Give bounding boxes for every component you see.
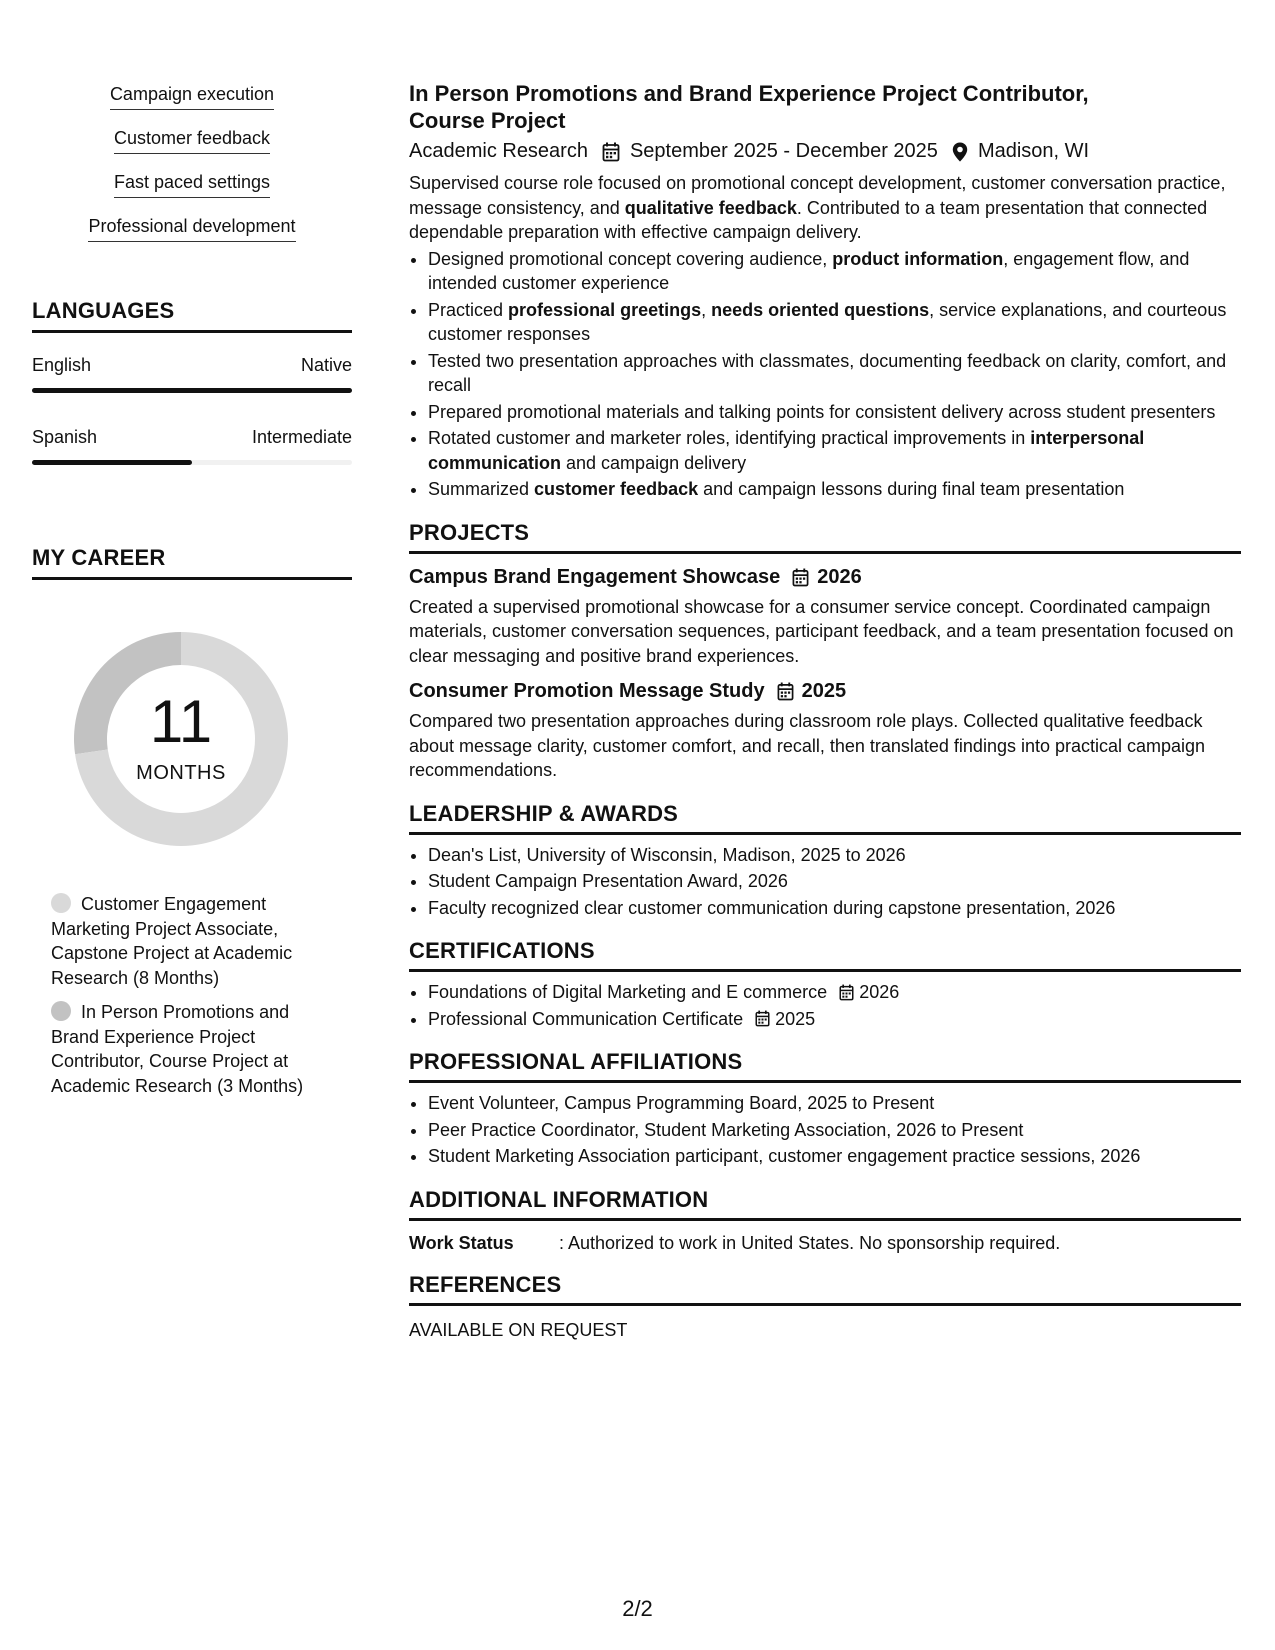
certifications-heading: CERTIFICATIONS bbox=[409, 938, 1241, 972]
career-item bbox=[51, 1000, 321, 1098]
bold-text: needs oriented questions bbox=[711, 299, 930, 320]
experience-bullets bbox=[409, 247, 1241, 502]
certification-item bbox=[428, 980, 1241, 1005]
career-donut-chart bbox=[66, 624, 296, 854]
project-year: 2026 bbox=[817, 565, 862, 588]
career-item-text: Customer Engagement Marketing Project Associate, Capstone Project at Academic Research (8 Months) bbox=[51, 894, 293, 988]
skill-item: Professional development bbox=[88, 216, 295, 242]
project-description: Created a supervised promotional showcase for a consumer service concept. Coordinated campaign materials, customer conversation sequences, participant feedback, and a team presentation focused on clear messaging and positive brand experiences. bbox=[409, 596, 1234, 666]
language-level: Intermediate bbox=[251, 427, 352, 447]
skills-list bbox=[32, 84, 352, 260]
skill-item: Campaign execution bbox=[110, 84, 274, 110]
career-total-number: 11 bbox=[149, 688, 213, 755]
projects-heading: PROJECTS bbox=[409, 520, 1241, 554]
career-list bbox=[51, 892, 321, 1098]
bold-text: qualitative feedback bbox=[624, 197, 797, 218]
certification-item bbox=[428, 1007, 1241, 1032]
map-pin-icon bbox=[952, 142, 968, 162]
project-year: 2025 bbox=[801, 680, 847, 702]
text-run: Practiced bbox=[428, 299, 509, 320]
text-run: and campaign delivery bbox=[561, 452, 747, 473]
leadership-item: • Student Campaign Presentation Award, 2026 bbox=[428, 869, 1241, 894]
experience-org: Academic Research bbox=[409, 140, 588, 162]
experience-bullet bbox=[428, 477, 1241, 502]
affiliation-item: • Student Marketing Association participant, customer engagement practice sessions, 2026 bbox=[428, 1144, 1241, 1169]
experience-bullet bbox=[428, 298, 1241, 347]
project-title-row bbox=[409, 680, 1241, 703]
text-run: Supervised course role focused on promotional concept development, customer conversation practice, message consistency, and bbox=[409, 173, 1226, 218]
work-status-row bbox=[409, 1233, 1241, 1254]
language-bar bbox=[32, 388, 352, 393]
language-row bbox=[32, 427, 352, 448]
experience-title: In Person Promotions and Brand Experience Project Contributor, Course Project bbox=[409, 81, 1089, 133]
career-legend-dot bbox=[51, 1001, 71, 1021]
language-name: English bbox=[32, 355, 92, 375]
work-status-label: Work Status bbox=[409, 1232, 514, 1253]
left-column bbox=[32, 84, 352, 1108]
project-description: Compared two presentation approaches during classroom role plays. Collected qualitative feedback about message clarity, customer comfort, and recall, then translated findings into practical campaign recommendations. bbox=[409, 711, 1206, 780]
experience-summary bbox=[409, 171, 1241, 245]
career-item bbox=[51, 892, 321, 990]
references-heading: REFERENCES bbox=[409, 1272, 1241, 1306]
language-bar-fill bbox=[32, 460, 192, 465]
skill-item: Customer feedback bbox=[114, 128, 270, 154]
language-bar bbox=[32, 460, 352, 465]
certification-year: 2025 bbox=[775, 1008, 816, 1029]
calendar-icon bbox=[839, 984, 854, 1001]
text-run: Rotated customer and marketer roles, identifying practical improvements in bbox=[428, 428, 1031, 448]
calendar-icon bbox=[602, 142, 620, 162]
project-title-row bbox=[409, 566, 1241, 589]
calendar-icon bbox=[755, 1010, 770, 1027]
additional-heading: ADDITIONAL INFORMATION bbox=[409, 1187, 1241, 1221]
text-run: , service explanations, and courteous customer responses bbox=[428, 299, 1227, 344]
certification-name: • Foundations of Digital Marketing and E commerce bbox=[428, 982, 828, 1002]
text-run: Tested two presentation approaches with classmates, documenting feedback on clarity, comfort, and recall bbox=[428, 350, 1227, 395]
languages-section bbox=[32, 298, 352, 465]
bold-text: interpersonal communication bbox=[428, 428, 1145, 473]
leadership-list bbox=[409, 843, 1241, 921]
language-row bbox=[32, 355, 352, 376]
calendar-icon bbox=[792, 568, 809, 587]
career-section bbox=[32, 545, 352, 1098]
experience-bullet bbox=[428, 247, 1241, 296]
experience-location: Madison, WI bbox=[977, 140, 1090, 162]
experience-bullet bbox=[428, 349, 1241, 398]
experience-dates: September 2025 - December 2025 bbox=[629, 140, 938, 162]
leadership-item: • Dean's List, University of Wisconsin, Madison, 2025 to 2026 bbox=[428, 843, 1241, 868]
text-run: . Contributed to a team presentation that connected dependable preparation with effective campaign delivery. bbox=[409, 197, 1208, 242]
page-number: 2/2 bbox=[622, 1596, 653, 1621]
leadership-item: • Faculty recognized clear customer communication during capstone presentation, 2026 bbox=[428, 896, 1241, 921]
certification-year: 2026 bbox=[859, 982, 900, 1002]
bold-text: professional greetings bbox=[508, 299, 702, 320]
career-total-unit: MONTHS bbox=[136, 762, 226, 784]
project-item bbox=[409, 680, 1241, 783]
text-run: and campaign lessons during final team presentation bbox=[698, 479, 1125, 499]
experience-bullet bbox=[428, 426, 1241, 475]
references-text: AVAILABLE ON REQUEST bbox=[409, 1319, 628, 1340]
bold-text: product information bbox=[832, 248, 1004, 269]
certifications-list bbox=[409, 980, 1241, 1031]
certification-name: • Professional Communication Certificate bbox=[428, 1008, 744, 1029]
language-bar-fill bbox=[32, 388, 352, 393]
leadership-heading: LEADERSHIP & AWARDS bbox=[409, 801, 1241, 835]
right-column bbox=[409, 80, 1241, 1341]
project-item bbox=[409, 566, 1241, 669]
text-run: Summarized bbox=[428, 479, 535, 499]
text-run: , bbox=[701, 299, 712, 320]
bold-text: customer feedback bbox=[534, 479, 699, 499]
text-run: , engagement flow, and intended customer experience bbox=[428, 248, 1190, 293]
experience-bullet bbox=[428, 400, 1241, 425]
language-name: Spanish bbox=[32, 427, 98, 447]
project-title: Campus Brand Engagement Showcase bbox=[409, 565, 781, 588]
calendar-icon bbox=[777, 682, 794, 701]
project-title: Consumer Promotion Message Study bbox=[409, 680, 765, 702]
languages-heading: LANGUAGES bbox=[32, 298, 352, 333]
career-heading: MY CAREER bbox=[32, 545, 352, 580]
work-status-value: : Authorized to work in United States. No sponsorship required. bbox=[559, 1232, 1061, 1253]
language-level: Native bbox=[300, 355, 352, 375]
affiliations-heading: PROFESSIONAL AFFILIATIONS bbox=[409, 1049, 1241, 1083]
affiliation-item: • Event Volunteer, Campus Programming Board, 2025 to Present bbox=[428, 1091, 1241, 1116]
experience-meta bbox=[409, 140, 1241, 163]
affiliations-list bbox=[409, 1091, 1241, 1169]
career-item-text: In Person Promotions and Brand Experience Project Contributor, Course Project at Academic Research (3 Months) bbox=[51, 1002, 304, 1096]
text-run: Prepared promotional materials and talking points for consistent delivery across student presenters bbox=[428, 401, 1216, 422]
career-legend-dot bbox=[51, 893, 71, 913]
skill-item: Fast paced settings bbox=[114, 172, 270, 198]
text-run: Designed promotional concept covering audience, bbox=[428, 248, 833, 269]
affiliation-item: • Peer Practice Coordinator, Student Marketing Association, 2026 to Present bbox=[428, 1118, 1241, 1143]
